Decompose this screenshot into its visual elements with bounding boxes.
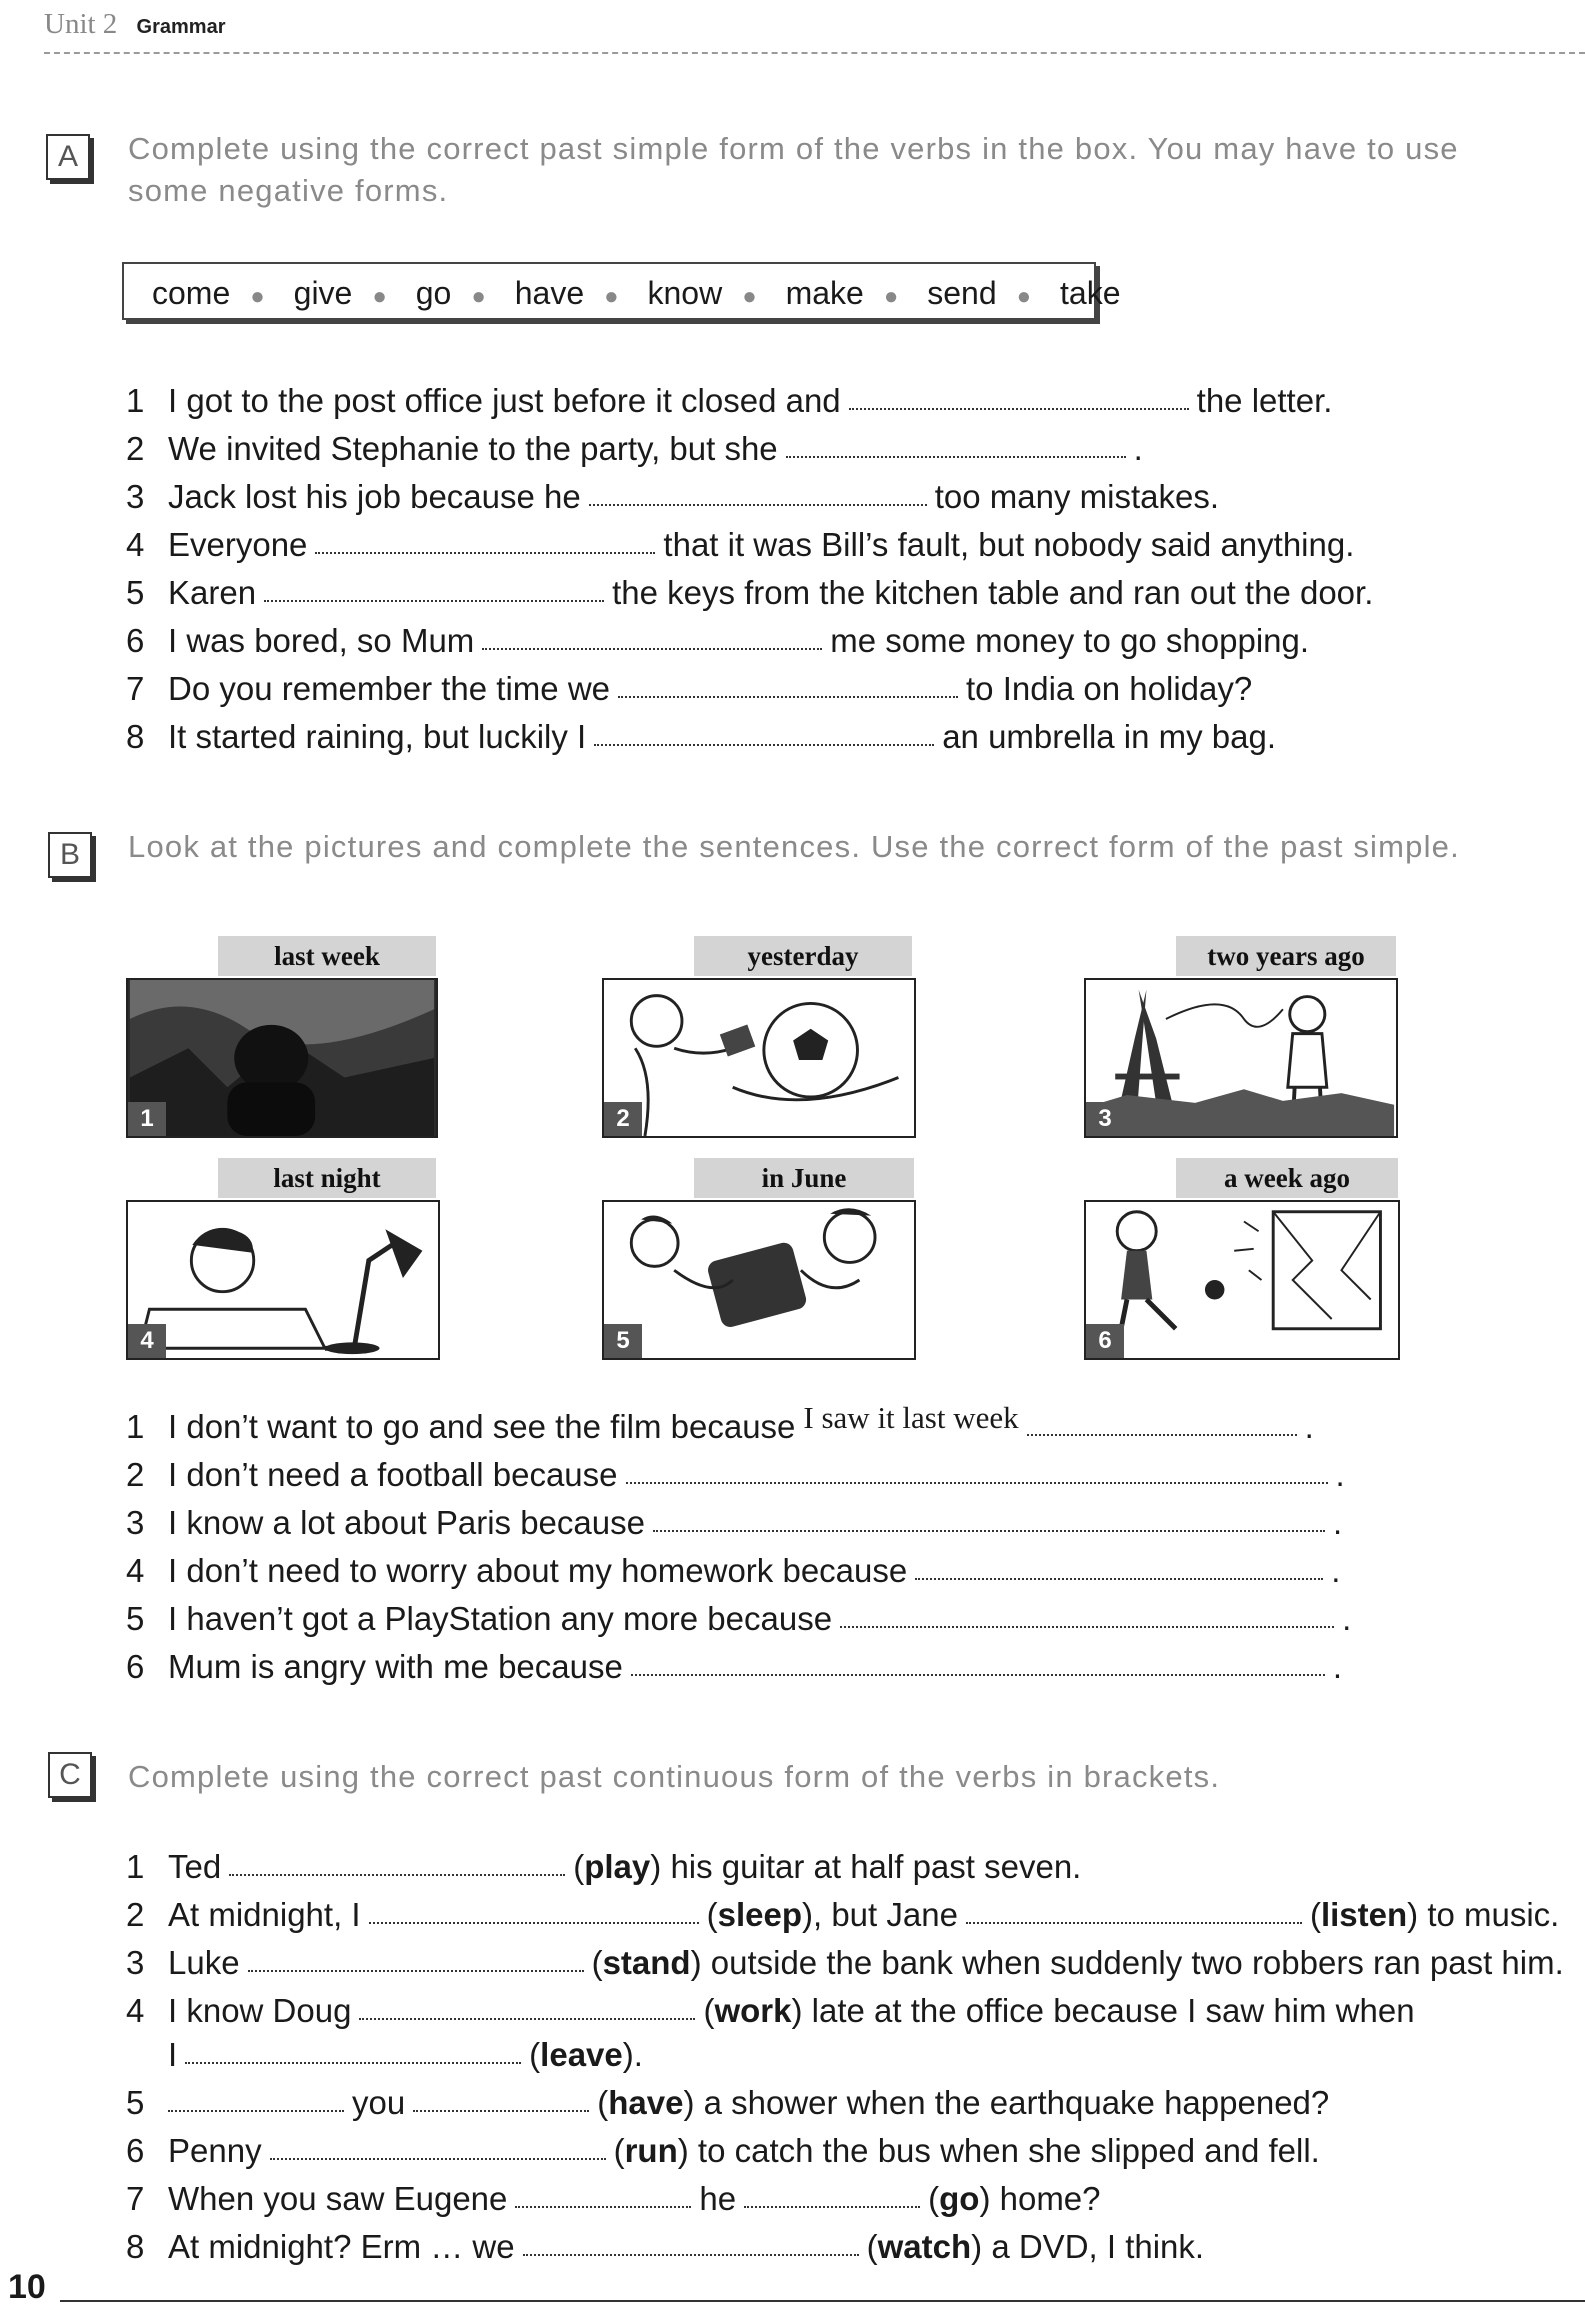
item-number: 1 [126,1408,145,1445]
answer-blank[interactable] [786,455,1126,458]
answer-blank[interactable] [359,2017,695,2020]
bullet-icon: ● [250,283,265,310]
word-take: take [1060,275,1121,311]
exercise-c-item-continued [126,2036,643,2074]
item-number: 7 [126,2180,145,2217]
section-a-letter: A [46,134,90,180]
picture-caption: last night [218,1158,436,1198]
section-b-letter: B [48,832,92,878]
answer-blank[interactable] [369,1921,699,1924]
answer-blank[interactable] [966,1921,1302,1924]
exercise-a-item [126,478,1219,516]
answer-blank[interactable] [653,1529,1325,1532]
item-text: . [633,2036,643,2073]
answer-blank[interactable] [594,743,934,746]
answer-blank[interactable] [744,2205,920,2208]
example-answer: I saw it last week [803,1400,1019,1435]
item-text: Karen [168,574,257,611]
item-number: 7 [126,670,145,707]
item-text: I don’t need to worry about my homework because [168,1552,908,1589]
exercise-a-item [126,622,1309,660]
item-text: Do you remember the time we [168,670,611,707]
item-text: Luke [168,1944,240,1981]
picture-caption: in June [694,1158,914,1198]
answer-blank[interactable] [915,1577,1323,1580]
item-text: . [1331,1552,1341,1589]
item-text: . [1332,1648,1343,1685]
answer-blank[interactable] [413,2109,589,2112]
exercise-b-item [126,1504,1342,1542]
item-number: 2 [126,1896,145,1933]
answer-blank[interactable] [626,1481,1328,1484]
exercise-c-item [126,1896,1559,1934]
answer-blank[interactable] [482,647,822,650]
item-text: I was bored, so Mum [168,622,475,659]
picture-number: 4 [128,1324,166,1358]
exercise-b-item [126,1456,1345,1494]
word-have: have [514,275,585,311]
item-text: Jack lost his job because he [168,478,581,515]
answer-blank[interactable] [849,407,1189,410]
picture-number: 3 [1086,1102,1124,1136]
answer-blank[interactable] [515,2205,691,2208]
verb-hint: (go) [928,2180,991,2217]
item-text: I haven’t got a PlayStation any more because [168,1600,833,1637]
verb-hint: (sleep) [706,1896,813,1933]
verb-hint: (run) [613,2132,689,2169]
section-b-instruction: Look at the pictures and complete the sentences. Use the correct form of the past simple. [128,829,1460,864]
exercise-a-item [126,574,1373,612]
item-text: . [1304,1408,1314,1445]
item-text: At midnight? Erm … we [168,2228,515,2265]
item-text: late at the office because I saw him when [811,1992,1415,2029]
exercise-c-item [126,2084,1329,2122]
item-text: We invited Stephanie to the party, but she [168,430,778,467]
item-text: At midnight, I [168,1896,361,1933]
answer-blank[interactable] [315,551,655,554]
word-send: send [927,275,997,311]
item-text: to catch the bus when she slipped and fell. [697,2132,1320,2169]
item-text: his guitar at half past seven. [670,1848,1082,1885]
bullet-icon: ● [372,283,387,310]
answer-blank[interactable] [589,503,927,506]
answer-blank[interactable] [523,2253,859,2256]
verb-hint: (listen) [1309,1896,1419,1933]
exercise-c-item [126,2132,1320,2170]
item-number: 5 [126,1600,145,1637]
exercise-a-item [126,526,1354,564]
page-number: 10 [8,2268,46,2306]
item-number: 2 [126,1456,145,1493]
picture-caption: two years ago [1176,936,1396,976]
exercise-c-item [126,2180,1101,2218]
item-text: to music. [1427,1896,1560,1933]
item-number: 4 [126,1552,145,1589]
item-text: I don’t need a football because [168,1456,618,1493]
item-number: 3 [126,478,145,515]
item-text: Penny [168,2132,262,2169]
answer-blank[interactable] [1027,1433,1297,1436]
item-number: 4 [126,526,145,563]
item-number: 6 [126,622,145,659]
item-number: 1 [126,382,145,419]
verb-word-box [122,262,1121,320]
item-text: the letter. [1196,382,1333,419]
exercise-c-item [126,2228,1204,2266]
unit-label: Unit 2 [44,8,118,40]
answer-blank[interactable] [248,1969,584,1972]
item-text: Mum is angry with me because [168,1648,623,1685]
item-text: outside the bank when suddenly two robbers ran past him. [710,1944,1564,1981]
section-c-letter: C [48,1752,92,1798]
item-text: that it was Bill’s fault, but nobody said anything. [663,526,1355,563]
item-number: 3 [126,1944,145,1981]
item-text: Ted [168,1848,222,1885]
item-text: . [1335,1456,1345,1493]
picture-1 [126,936,438,1138]
item-text: home? [999,2180,1101,2217]
item-number: 6 [126,1648,145,1685]
section-a-instruction: Complete using the correct past simple form of the verbs in the box. You may have to use some negative forms. [128,131,1459,208]
exercise-b-item [126,1648,1342,1686]
word-know: know [647,275,723,311]
picture-caption: a week ago [1176,1158,1398,1198]
item-number: 8 [126,718,145,755]
verb-hint: (play) [573,1848,662,1885]
item-text: too many mistakes. [934,478,1220,515]
exercise-a-item [126,718,1276,756]
verb-hint: (work) [703,1992,803,2029]
topic-label: Grammar [136,16,226,38]
item-text: . [1342,1600,1352,1637]
picture-number: 5 [604,1324,642,1358]
item-text: he [699,2180,737,2217]
homework-boy-icon [128,1202,438,1358]
item-text: . [1133,430,1143,467]
football-gift-icon [604,980,914,1136]
picture-number: 2 [604,1102,642,1136]
picture-caption: yesterday [694,936,912,976]
item-text: I got to the post office just before it closed and [168,382,841,419]
exercise-b-item [126,1600,1351,1638]
picture-6 [1084,1158,1400,1360]
picture-number: 6 [1086,1324,1124,1358]
item-number: 2 [126,430,145,467]
item-text: the keys from the kitchen table and ran out the door. [612,574,1374,611]
item-number: 4 [126,1992,145,2029]
item-text: me some money to go shopping. [830,622,1310,659]
picture-caption: last week [218,936,436,976]
exercise-b-item [126,1552,1340,1590]
word-give: give [293,275,353,311]
broken-window-icon [1086,1202,1398,1358]
item-text: I [168,2036,178,2073]
item-text: an umbrella in my bag. [942,718,1277,755]
item-text: When you saw Eugene [168,2180,508,2217]
exercise-a-item [126,382,1332,420]
exercise-c-item [126,1848,1081,1886]
answer-blank[interactable] [270,2157,606,2160]
word-come: come [152,275,231,311]
answer-blank[interactable] [840,1625,1334,1628]
verb-hint: (watch) [866,2228,983,2265]
section-c-instruction: Complete using the correct past continuous form of the verbs in brackets. [128,1759,1221,1794]
page-header [44,8,225,41]
cinema-boy-icon [128,980,436,1136]
item-number: 6 [126,2132,145,2169]
answer-blank[interactable] [229,1873,565,1876]
item-text: a DVD, I think. [991,2228,1205,2265]
item-number: 3 [126,1504,145,1541]
item-text: I know a lot about Paris because [168,1504,645,1541]
item-text: a shower when the earthquake happened? [703,2084,1330,2121]
bullet-icon: ● [604,283,619,310]
eiffel-tower-icon [1086,980,1396,1136]
exercise-c-item [126,1992,1415,2030]
header-divider [44,52,1585,54]
word-make: make [785,275,864,311]
item-text: . [1332,1504,1343,1541]
footer-divider [60,2300,1585,2302]
exercise-a-item [126,670,1252,708]
item-text: Everyone [168,526,308,563]
answer-blank[interactable] [264,599,604,602]
item-number: 5 [126,574,145,611]
exercise-c-item [126,1944,1564,1982]
answer-blank[interactable] [618,695,958,698]
picture-3 [1084,936,1398,1138]
item-number: 1 [126,1848,145,1885]
item-text: I don’t want to go and see the film because [168,1408,796,1445]
playstation-gift-icon [604,1202,914,1358]
answer-blank[interactable] [631,1673,1325,1676]
item-number: 8 [126,2228,145,2265]
answer-blank[interactable] [168,2109,344,2112]
item-text: , but Jane [812,1896,958,1933]
item-number: 5 [126,2084,145,2121]
bullet-icon: ● [883,283,899,310]
verb-hint: (stand) [591,1944,702,1981]
word-go: go [415,275,452,311]
answer-blank[interactable] [185,2061,521,2064]
bullet-icon: ● [471,283,486,310]
item-text: It started raining, but luckily I [168,718,587,755]
picture-5 [602,1158,916,1360]
verb-hint: (leave) [529,2036,634,2073]
item-text: to India on holiday? [966,670,1253,707]
item-text: I know Doug [168,1992,352,2029]
picture-2 [602,936,916,1138]
picture-4 [126,1158,440,1360]
picture-number: 1 [128,1102,166,1136]
exercise-a-item [126,430,1143,468]
exercise-b-item [126,1400,1314,1446]
bullet-icon: ● [1016,283,1032,310]
bullet-icon: ● [742,283,757,310]
item-text: you [352,2084,406,2121]
verb-hint: (have) [597,2084,695,2121]
